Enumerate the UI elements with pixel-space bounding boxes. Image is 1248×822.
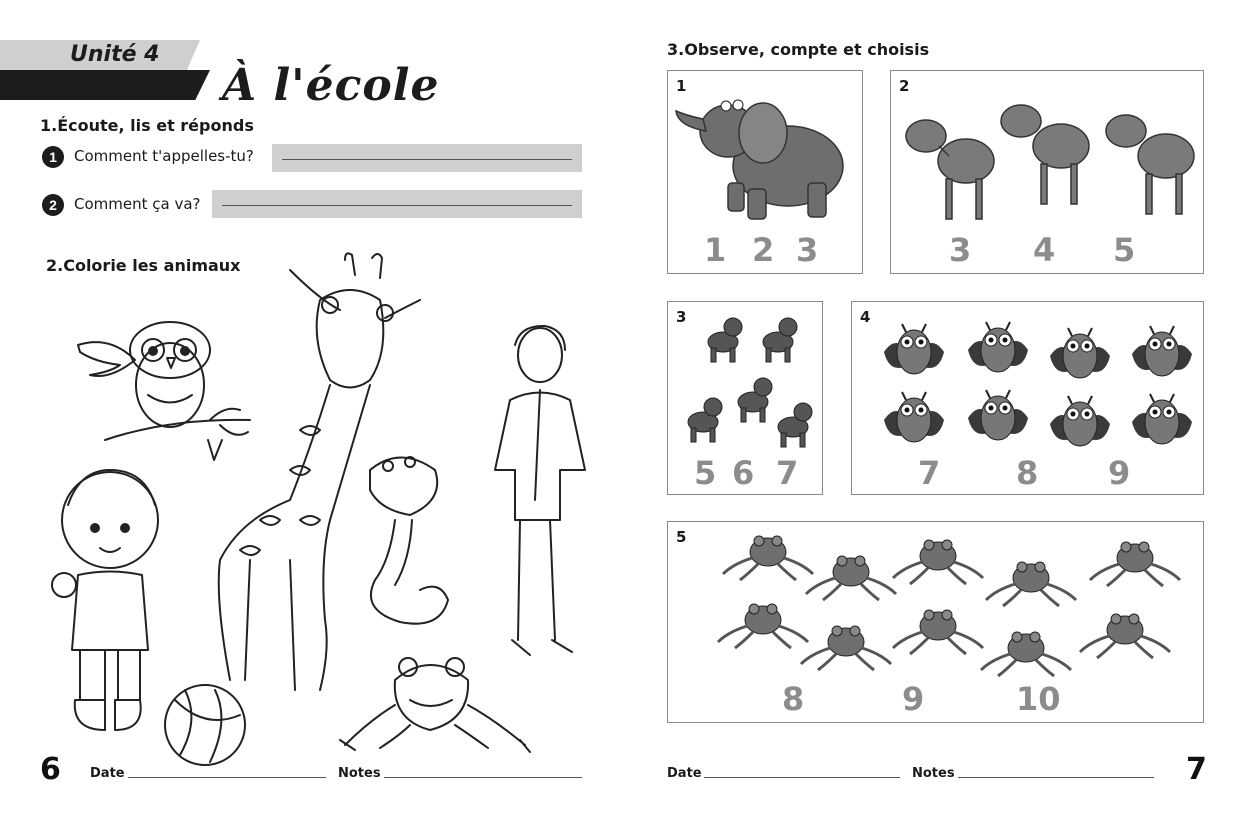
frog-outline-icon bbox=[340, 658, 530, 752]
exercise1-heading: 1.Écoute, lis et réponds bbox=[40, 116, 254, 135]
count-box-5-choice-a[interactable]: 8 bbox=[782, 680, 805, 718]
notes-label-left: Notes bbox=[338, 766, 381, 781]
owl-outline-icon bbox=[78, 322, 250, 460]
count-box-3-choice-b[interactable]: 6 bbox=[732, 454, 755, 492]
count-box-1-number: 1 bbox=[676, 77, 687, 95]
frog-icon bbox=[668, 522, 1205, 724]
exercise2-heading: 2.Colorie les animaux bbox=[46, 256, 241, 275]
count-box-5-number: 5 bbox=[676, 528, 687, 546]
count-box-2-number: 2 bbox=[899, 77, 910, 95]
count-box-5 bbox=[667, 521, 1204, 723]
man-outline-icon bbox=[495, 326, 585, 655]
count-box-5-choice-b[interactable]: 9 bbox=[902, 680, 925, 718]
coloring-illustrations[interactable] bbox=[0, 0, 620, 822]
notes-line-right[interactable] bbox=[958, 777, 1154, 778]
count-box-2-choice-c[interactable]: 5 bbox=[1113, 231, 1136, 269]
date-label-left: Date bbox=[90, 766, 125, 781]
date-label-right: Date bbox=[667, 766, 702, 781]
count-box-2-choice-a[interactable]: 3 bbox=[949, 231, 972, 269]
page-number-left: 6 bbox=[40, 752, 61, 787]
date-line-left[interactable] bbox=[128, 777, 326, 778]
count-box-3-choice-c[interactable]: 7 bbox=[776, 454, 799, 492]
count-box-4-number: 4 bbox=[860, 308, 871, 326]
count-box-2 bbox=[890, 70, 1204, 274]
unit-label: Unité 4 bbox=[70, 42, 160, 67]
count-box-1 bbox=[667, 70, 863, 274]
exercise3-heading: 3.Observe, compte et choisis bbox=[667, 40, 930, 59]
count-box-4-choice-c[interactable]: 9 bbox=[1108, 454, 1131, 492]
notes-line-left[interactable] bbox=[384, 777, 582, 778]
count-box-4-choice-b[interactable]: 8 bbox=[1016, 454, 1039, 492]
question-1-text: Comment t'appelles-tu? bbox=[74, 147, 254, 165]
question-2-number: 2 bbox=[42, 194, 64, 216]
question-2-text: Comment ça va? bbox=[74, 195, 201, 213]
question-1-number: 1 bbox=[42, 146, 64, 168]
unit-title: À l'école bbox=[222, 60, 440, 111]
count-box-1-choice-a[interactable]: 1 bbox=[704, 231, 727, 269]
snake-outline-icon bbox=[370, 457, 448, 624]
count-box-1-choice-c[interactable]: 3 bbox=[796, 231, 819, 269]
count-box-2-choice-b[interactable]: 4 bbox=[1033, 231, 1056, 269]
page-number-right: 7 bbox=[1186, 752, 1207, 787]
count-box-4-choice-a[interactable]: 7 bbox=[918, 454, 941, 492]
count-box-3 bbox=[667, 301, 823, 495]
boy-outline-icon bbox=[52, 470, 158, 730]
count-box-1-choice-b[interactable]: 2 bbox=[752, 231, 775, 269]
count-box-4 bbox=[851, 301, 1204, 495]
notes-label-right: Notes bbox=[912, 766, 955, 781]
ball-outline-icon bbox=[165, 685, 245, 765]
date-line-right[interactable] bbox=[704, 777, 900, 778]
count-box-5-choice-c[interactable]: 10 bbox=[1016, 680, 1061, 718]
count-box-3-number: 3 bbox=[676, 308, 687, 326]
count-box-3-choice-a[interactable]: 5 bbox=[694, 454, 717, 492]
